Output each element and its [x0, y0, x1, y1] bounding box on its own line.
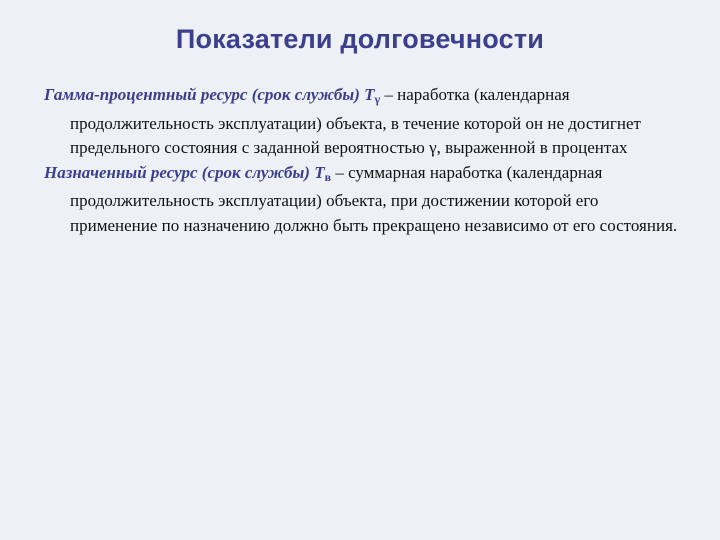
symbol-t-gamma: T — [364, 85, 375, 104]
symbol-t-v: T — [314, 162, 325, 182]
definition-text-gamma-percent: – наработка (календарная продолжительность эксплуатации) объекта, в течение которой он не достигнет предельного состояния с заданной вероятностью γ, выраженной в процентах — [70, 85, 641, 157]
slide-title: Показатели долговечности — [175, 24, 545, 54]
term-gamma-percent: Гамма-процентный ресурс (срок службы) — [44, 85, 360, 104]
definition-gamma-percent — [44, 83, 684, 161]
slide-content — [44, 83, 684, 238]
subscript-v: в — [324, 169, 332, 184]
term-assigned-resource: Назначенный ресурс (срок службы) — [44, 162, 310, 182]
definition-assigned-resource — [44, 161, 684, 239]
definition-text-assigned-resource: – суммарная наработка (календарная продолжительность эксплуатации) объекта, при достижении которой его применение по назначению должно быть прекращено независимо от его состояния. — [70, 162, 678, 235]
subscript-gamma: γ — [374, 92, 381, 106]
